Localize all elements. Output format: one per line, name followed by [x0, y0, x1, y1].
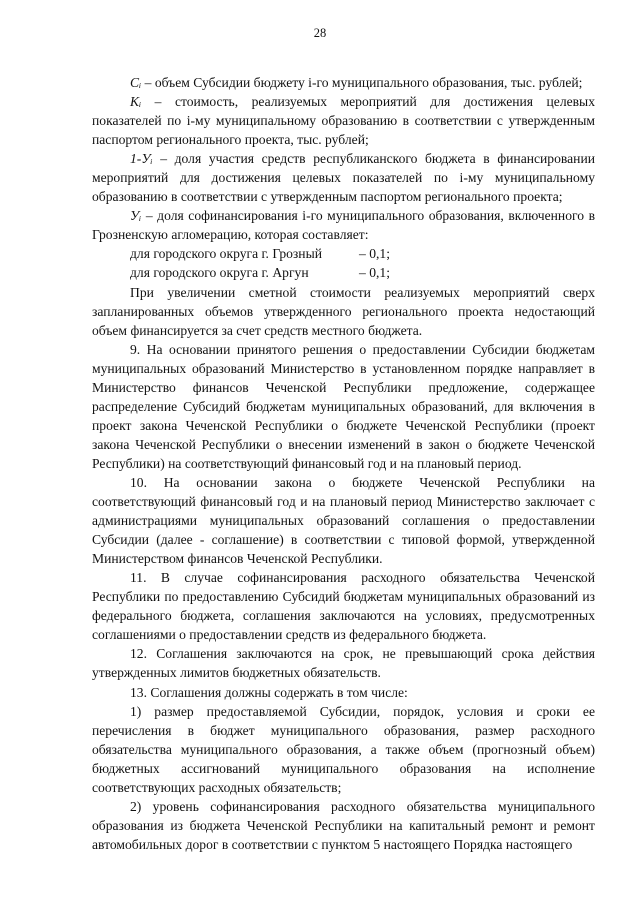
rate-row-argun: [92, 263, 595, 282]
variable-name: Kᵢ: [130, 94, 142, 110]
definition-text: – доля участия средств республиканского бюджета в финансировании мероприятий для достижения целевых показателей по i-му муниципальному образованию в соответствии с утвержденным паспортом регионального проекта;: [92, 151, 595, 205]
variable-name: Уᵢ: [130, 208, 142, 224]
paragraph-cost-increase: При увеличении сметной стоимости реализуемых мероприятий сверх запланированных объемов утвержденного регионального проекта недостающий объем финансируется за счет средств местного бюджета.: [92, 284, 595, 338]
paragraph-13-item-1: 1) размер предоставляемой Субсидии, порядок, условия и сроки ее перечисления в бюджет муниципального образования, размер расходного обязательства муниципального образования, а также объем (прогнозный объем) бюджетных ассигнований муниципального образования на исполнение соответствующих расходных обязательств;: [92, 703, 595, 795]
definition-text: – объем Субсидии бюджету i-го муниципального образования, тыс. рублей;: [141, 75, 583, 90]
paragraph-12: 12. Соглашения заключаются на срок, не превышающий срока действия утвержденных лимитов бюджетных обязательств.: [92, 646, 595, 681]
definition-text: – доля софинансирования i-го муниципального образования, включенного в Грозненскую агломерацию, которая составляет:: [92, 208, 595, 243]
rate-city: для городского округа г. Аргун: [130, 265, 309, 281]
definition-c: [92, 73, 595, 92]
definition-u: [92, 206, 595, 244]
rate-city: для городского округа г. Грозный: [130, 246, 322, 262]
paragraph-10: 10. На основании закона о бюджете Чеченской Республики на соответствующий финансовый год и на плановый период Министерство заключает с администрациями муниципальных образований соглашения о предоставлении Субсидии (далее - соглашение) в соответствии с типовой формой, утвержденной Министерством финансов Чеченской Республики.: [92, 474, 595, 567]
rate-row-grozny: [92, 244, 595, 263]
variable-name: Cᵢ: [130, 75, 142, 90]
document-body: [92, 73, 595, 854]
rate-value: – 0,1;: [359, 246, 390, 262]
rate-value: – 0,1;: [359, 265, 390, 281]
definition-text: – стоимость, реализуемых мероприятий для достижения целевых показателей по i-му муниципальному образованию в соответствии с утвержденным паспортом регионального проекта, тыс. рублей;: [92, 94, 595, 148]
paragraph-9: 9. На основании принятого решения о предоставлении Субсидии бюджетам муниципальных образований Министерство в установленном порядке направляет в Министерство финансов Чеченской Республики предложение, содержащее распределение Субсидий бюджетам муниципальных образований, для включения в проект закона Чеченской Республики о бюджете Чеченской Республики (проект закона Чеченской Республики о внесении изменений в закон о бюджете Чеченской Республики) на соответствующий финансовый год и на плановый период.: [92, 341, 595, 471]
paragraph-13-item-2: 2) уровень софинансирования расходного обязательства муниципального образования из бюджета Чеченской Республики на капитальный ремонт и ремонт автомобильных дорог в соответствии с пунктом 5 настоящего Порядка настоящего: [92, 798, 595, 852]
paragraph-11: 11. В случае софинансирования расходного обязательства Чеченской Республики по предоставлению Субсидий бюджетам муниципальных образований из федерального бюджета, соглашения заключаются на условиях, предусмотренных соглашениями о предоставлении средств из федерального бюджета.: [92, 570, 595, 643]
definition-republic-share: [92, 149, 595, 206]
page-number: 28: [313, 26, 327, 40]
definition-k: [92, 92, 595, 149]
paragraph-13: 13. Соглашения должны содержать в том числе:: [130, 684, 408, 700]
variable-name: 1-Уᵢ: [130, 151, 153, 167]
